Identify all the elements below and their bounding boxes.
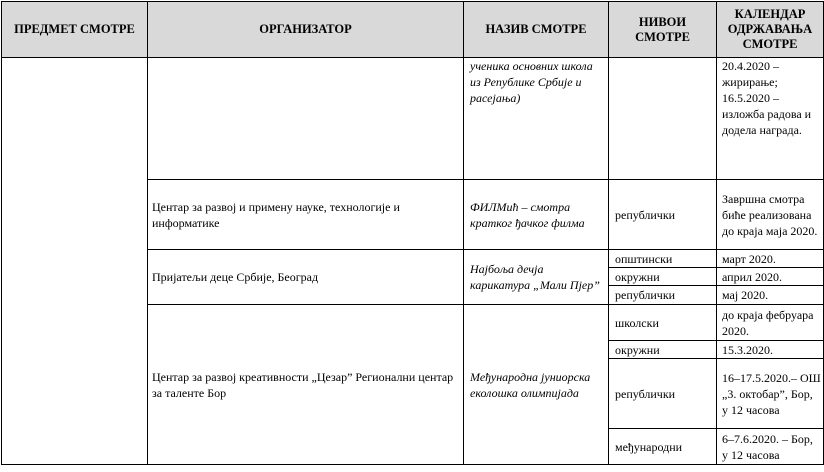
- calendar-cell: до краја фебруара 2020.: [717, 305, 824, 341]
- level-cell: окружни: [609, 268, 717, 286]
- organizer-cell: Центар за развој креативности „Цезар” Регионални центар за таленте Бор: [148, 305, 464, 465]
- header-row: [2, 2, 824, 58]
- level-cell: републички: [609, 286, 717, 305]
- level-cell: школски: [609, 305, 717, 341]
- review-name-cell: Најбоља дечја карикатура „Мали Пјер”: [464, 250, 609, 305]
- header-levels: НИВОИ СМОТРЕ: [609, 2, 717, 58]
- calendar-cell: Завршна смотра биће реализована до краја маја 2020.: [717, 180, 824, 250]
- table-row: [2, 58, 824, 180]
- header-calendar: КАЛЕНДАР ОДРЖАВАЊА СМОТРЕ: [717, 2, 824, 58]
- header-name: НАЗИВ СМОТРЕ: [464, 2, 609, 58]
- subject-cell: [2, 58, 148, 465]
- review-name-cell: ФИЛМић – смотра кратког ђачког филма: [464, 180, 609, 250]
- header-subject: ПРЕДМЕТ СМОТРЕ: [2, 2, 148, 58]
- level-cell: окружни: [609, 341, 717, 359]
- level-cell: републички: [609, 359, 717, 429]
- calendar-cell: април 2020.: [717, 268, 824, 286]
- level-cell: међународни: [609, 429, 717, 465]
- level-cell: републички: [609, 180, 717, 250]
- calendar-cell: март 2020.: [717, 250, 824, 268]
- organizer-cell: [148, 58, 464, 180]
- organizer-cell: Пријатељи деце Србије, Београд: [148, 250, 464, 305]
- level-cell: [609, 58, 717, 180]
- level-cell: општински: [609, 250, 717, 268]
- calendar-cell: 16–17.5.2020.– ОШ „3. октобар”, Бор, у 12 часова: [717, 359, 824, 429]
- review-name-cell: Међународна јуниорска еколошка олимпијада: [464, 305, 609, 465]
- calendar-cell: мај 2020.: [717, 286, 824, 305]
- header-organizer: ОРГАНИЗАТОР: [148, 2, 464, 58]
- calendar-cell: 6–7.6.2020. – Бор, у 12 часова: [717, 429, 824, 465]
- review-calendar-table: [1, 1, 824, 465]
- calendar-cell: 20.4.2020 – жирирање; 16.5.2020 – изложба радова и додела награда.: [717, 58, 824, 180]
- calendar-cell: 15.3.2020.: [717, 341, 824, 359]
- organizer-cell: Центар за развој и примену науке, технологије и информатике: [148, 180, 464, 250]
- review-name-cell: ученика основних школа из Републике Србије и расејања): [464, 58, 609, 180]
